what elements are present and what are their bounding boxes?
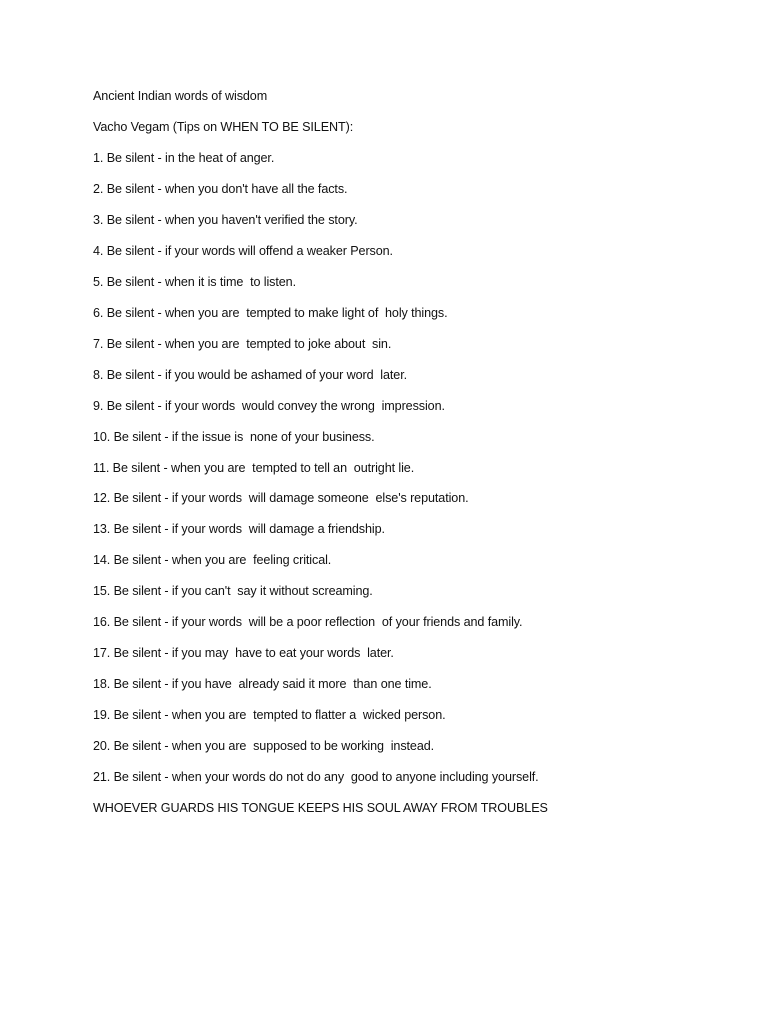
- list-item: 15. Be silent - if you can't say it without screaming.: [93, 584, 373, 598]
- list-item: 10. Be silent - if the issue is none of your business.: [93, 430, 375, 444]
- list-item: 8. Be silent - if you would be ashamed of your word later.: [93, 368, 408, 382]
- list-item: 13. Be silent - if your words will damage a friendship.: [93, 522, 385, 536]
- list-item: 5. Be silent - when it is time to listen.: [93, 275, 296, 289]
- list-item: 18. Be silent - if you have already said it more than one time.: [93, 677, 432, 691]
- list-item: 2. Be silent - when you don't have all the facts.: [93, 182, 348, 196]
- list-item: 3. Be silent - when you haven't verified the story.: [93, 213, 358, 227]
- list-item: 19. Be silent - when you are tempted to flatter a wicked person.: [93, 708, 446, 722]
- list-item: 6. Be silent - when you are tempted to make light of holy things.: [93, 306, 448, 320]
- list-item: 4. Be silent - if your words will offend a weaker Person.: [93, 244, 393, 258]
- list-item: 7. Be silent - when you are tempted to joke about sin.: [93, 337, 392, 351]
- list-item: 21. Be silent - when your words do not do any good to anyone including yourself.: [93, 770, 539, 784]
- document-subtitle: Vacho Vegam (Tips on WHEN TO BE SILENT):: [93, 120, 354, 134]
- list-item: 11. Be silent - when you are tempted to tell an outright lie.: [93, 461, 415, 475]
- list-item: 9. Be silent - if your words would convey the wrong impression.: [93, 399, 445, 413]
- list-item: 16. Be silent - if your words will be a poor reflection of your friends and family.: [93, 615, 523, 629]
- list-item: 12. Be silent - if your words will damage someone else's reputation.: [93, 491, 469, 505]
- list-item: 17. Be silent - if you may have to eat your words later.: [93, 646, 394, 660]
- document-title: Ancient Indian words of wisdom: [93, 89, 268, 103]
- list-item: 14. Be silent - when you are feeling critical.: [93, 553, 332, 567]
- list-item: 20. Be silent - when you are supposed to be working instead.: [93, 739, 435, 753]
- closing-statement: WHOEVER GUARDS HIS TONGUE KEEPS HIS SOUL AWAY FROM TROUBLES: [93, 801, 548, 815]
- list-item: 1. Be silent - in the heat of anger.: [93, 151, 275, 165]
